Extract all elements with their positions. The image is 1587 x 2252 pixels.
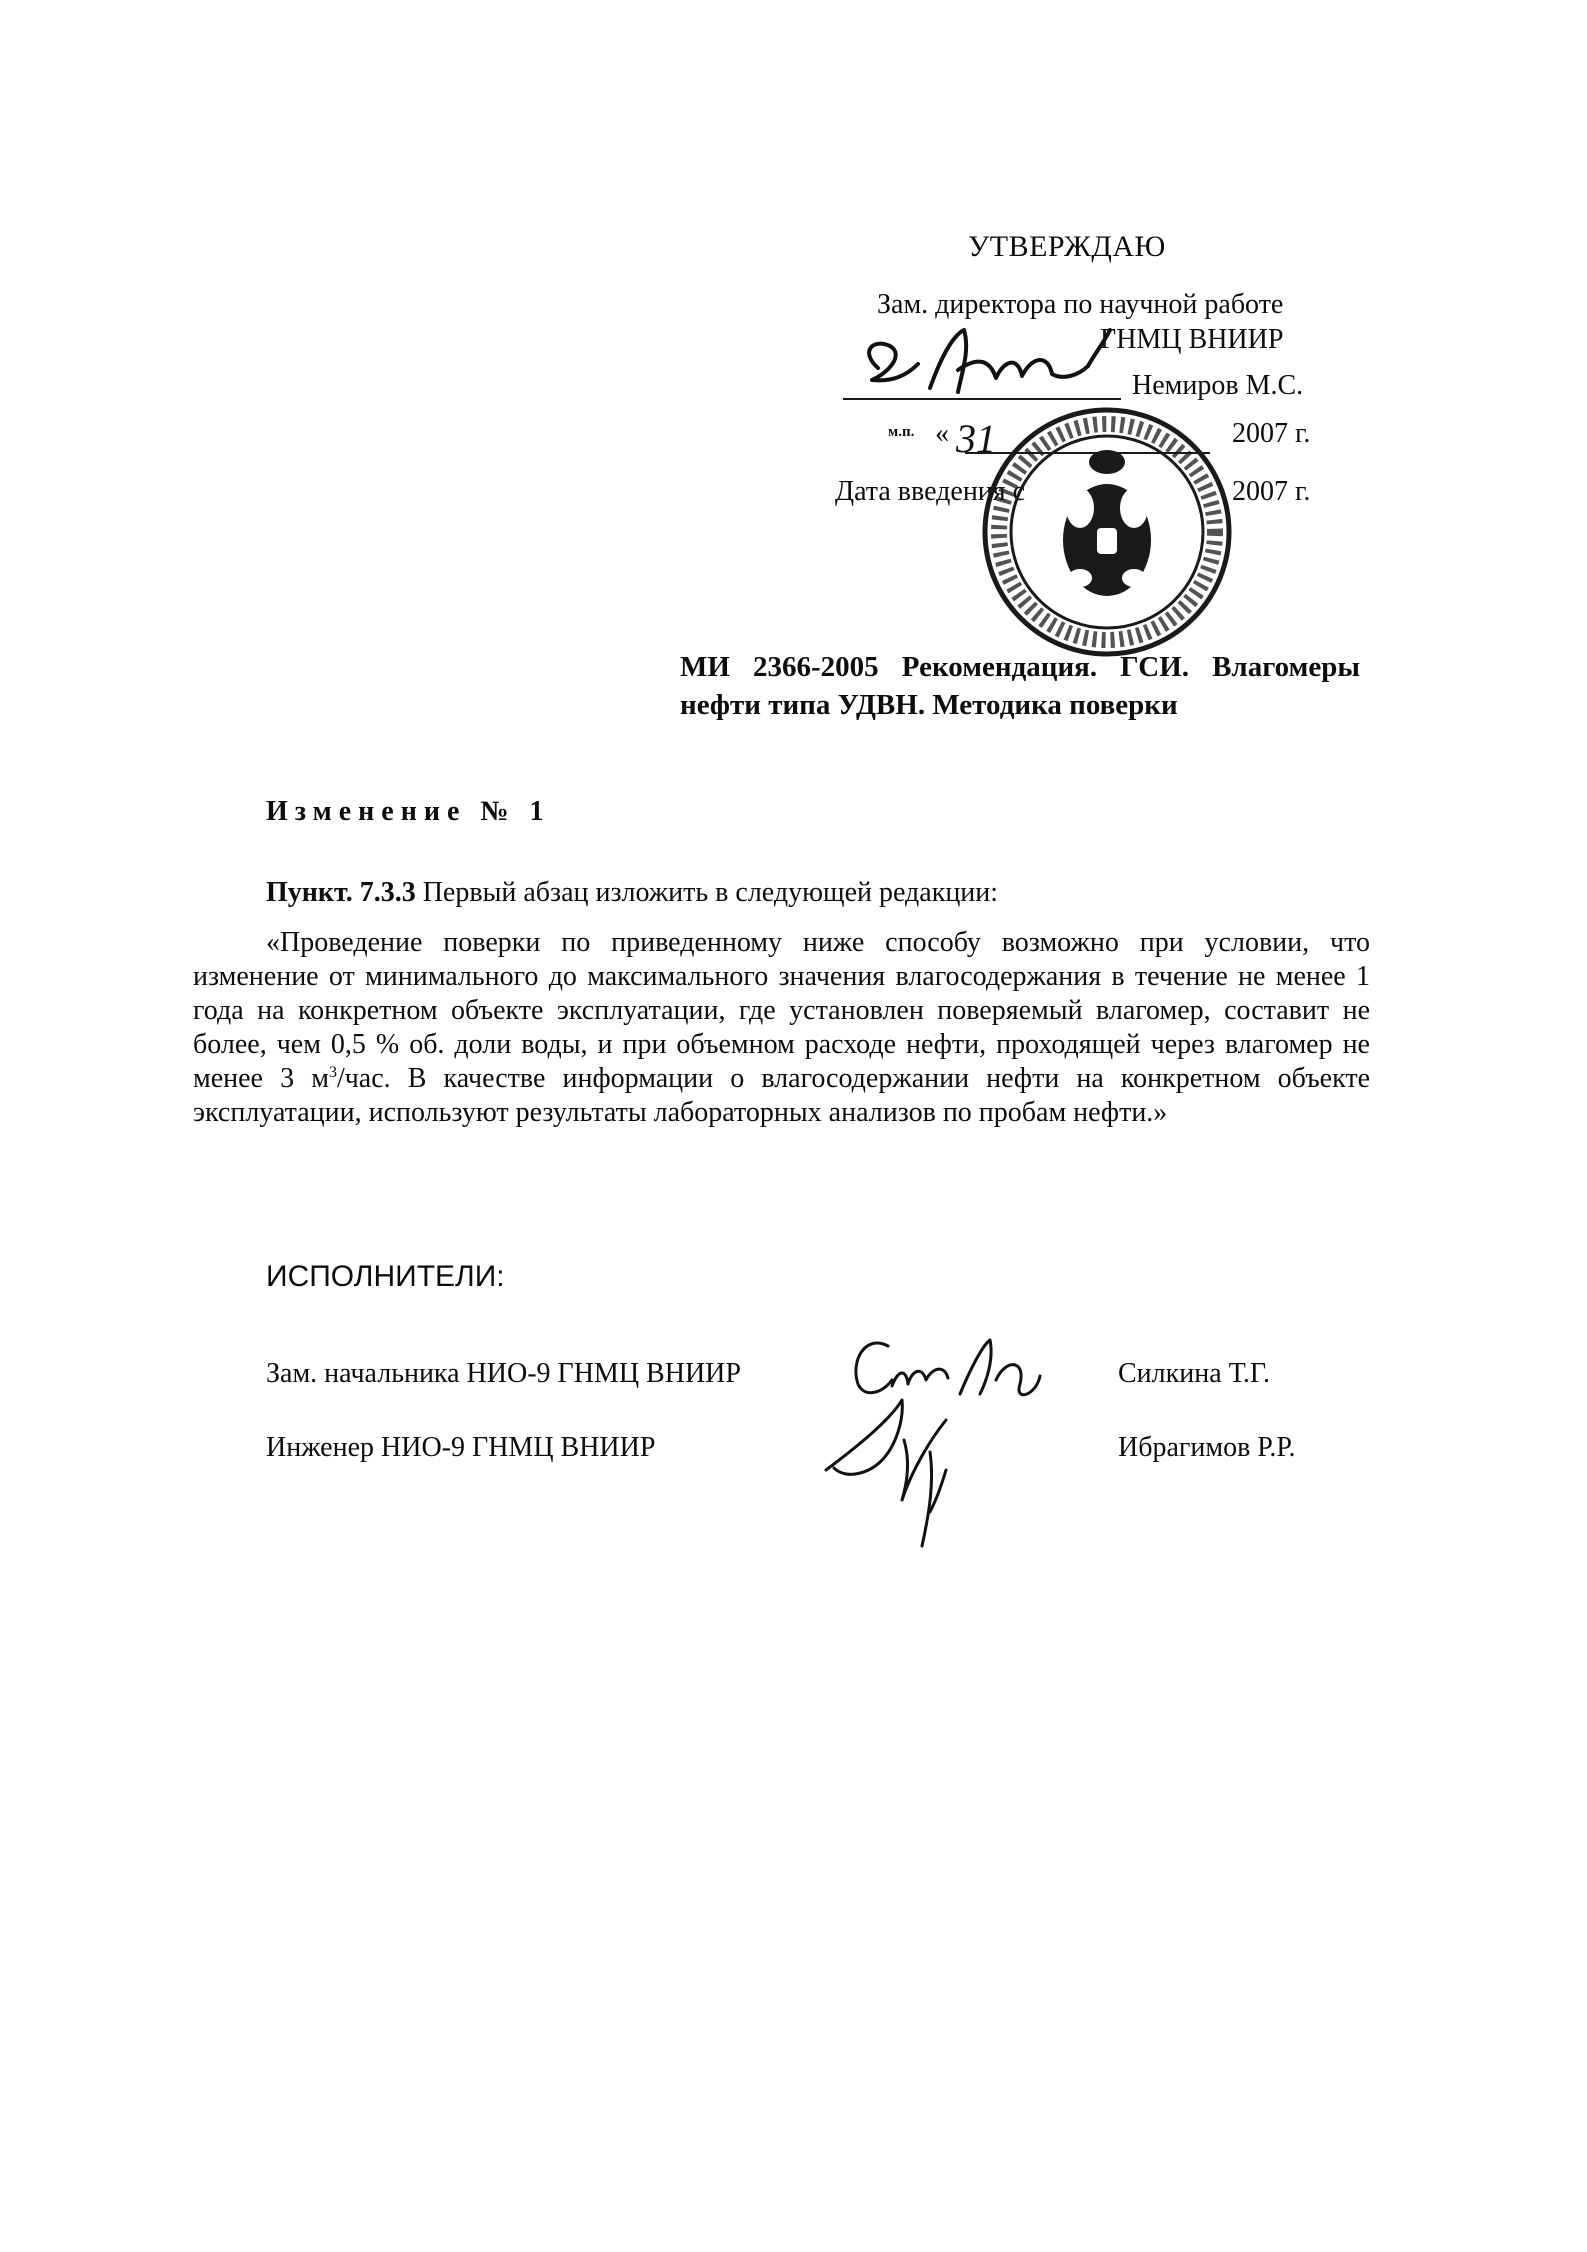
document-title: МИ 2366-2005 Рекомендация. ГСИ. Влагомеры нефти типа УДВН. Методика поверки (680, 651, 1360, 721)
date-quote: « (935, 418, 949, 449)
intro-date-label: Дата введения с (835, 476, 1026, 507)
point-label: Пункт. 7.3.3 (266, 877, 416, 908)
approval-title: УТВЕРЖДАЮ (968, 230, 1166, 263)
executor-position: Инженер НИО-9 ГНМЦ ВНИИР (266, 1432, 656, 1463)
executor-name: Ибрагимов Р.Р. (1118, 1432, 1296, 1463)
executors-title: ИСПОЛНИТЕЛИ: (266, 1260, 505, 1293)
body-part-2: /час. В качестве информации о влагосодержании нефти на конкретном объекте эксплуатации, используют результаты лабораторных анализов по пробам нефти.» (193, 1063, 1370, 1128)
eagle-emblem-icon (1063, 450, 1151, 596)
intro-date-year: 2007 г. (1232, 476, 1311, 507)
executor-name: Силкина Т.Г. (1118, 1358, 1270, 1389)
body-part-1: «Проведение поверки по приведенному ниже способу возможно при условии, что изменение от минимального до максимального значения влагосодержания в течение не менее 1 года на конкретном объекте эксплуатации, где установлен поверяемый влагомер, составит не более, чем 0,5 % об. доли воды, и при объемном расходе нефти, проходящей через влагомер не менее 3 м (193, 927, 1370, 1094)
approval-name: Немиров М.С. (1132, 370, 1304, 401)
executor-signature-2 (826, 1400, 946, 1546)
executor-signature-1 (856, 1340, 1040, 1395)
executor-position: Зам. начальника НИО-9 ГНМЦ ВНИИР (266, 1358, 741, 1389)
point-instruction: Первый абзац изложить в следующей редакции: (415, 877, 999, 908)
approval-organization: ГНМЦ ВНИИР (1100, 324, 1284, 355)
round-stamp (985, 410, 1229, 654)
body-superscript: 3 (328, 1064, 337, 1081)
change-heading: Изменение № 1 (266, 796, 551, 827)
approval-position: Зам. директора по научной работе (877, 289, 1284, 320)
approval-date-year: 2007 г. (1232, 418, 1311, 449)
mp-label: м.п. (888, 424, 915, 440)
director-signature (869, 330, 1110, 392)
date-day-handwritten: 31 (956, 416, 996, 461)
